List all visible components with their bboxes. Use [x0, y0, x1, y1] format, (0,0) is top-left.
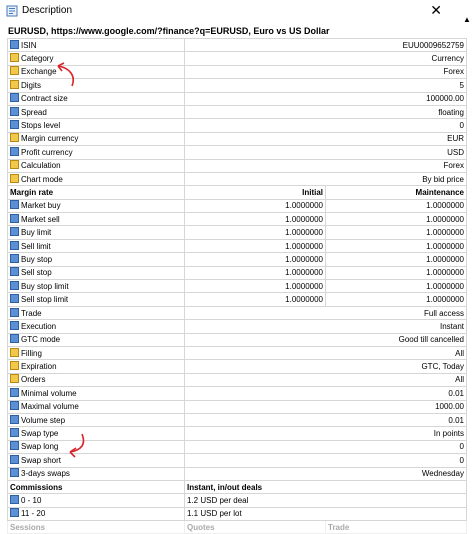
- margin-row: [8, 226, 467, 239]
- property-label: Filling: [21, 348, 42, 358]
- title-bar: [0, 0, 474, 22]
- property-label: Swap short: [21, 455, 62, 465]
- property-value: Instant: [185, 320, 467, 333]
- property-label: Volume step: [21, 415, 66, 425]
- property-value: EUU0009652759: [185, 39, 467, 52]
- commission-row: [8, 507, 467, 520]
- number-property-icon: [10, 93, 19, 102]
- property-name: [8, 226, 185, 239]
- property-row: [8, 373, 467, 386]
- margin-row: [8, 253, 467, 266]
- property-name: [8, 346, 185, 359]
- text-property-icon: [10, 80, 19, 89]
- property-name: [8, 79, 185, 92]
- number-property-icon: [10, 281, 19, 290]
- property-row: [8, 387, 467, 400]
- property-value: 100000.00: [185, 92, 467, 105]
- number-property-icon: [10, 334, 19, 343]
- margin-row: [8, 199, 467, 212]
- property-row: [8, 306, 467, 319]
- property-name: [8, 306, 185, 319]
- number-property-icon: [10, 254, 19, 263]
- property-row: [8, 333, 467, 346]
- property-label: Sell stop limit: [21, 295, 69, 305]
- property-value: floating: [185, 105, 467, 118]
- property-value: All: [185, 346, 467, 359]
- trade-header: Trade: [326, 521, 467, 534]
- property-value: 0: [185, 119, 467, 132]
- property-name: [8, 213, 185, 226]
- maintenance-value: 1.0000000: [326, 280, 467, 293]
- number-property-icon: [10, 415, 19, 424]
- property-label: Market buy: [21, 201, 61, 211]
- property-value: 0: [185, 440, 467, 453]
- text-property-icon: [10, 361, 19, 370]
- annotation-arrow-swaps: [64, 432, 94, 460]
- property-label: Buy stop: [21, 254, 53, 264]
- property-value: Good till cancelled: [185, 333, 467, 346]
- property-value: 5: [185, 79, 467, 92]
- property-name: [8, 373, 185, 386]
- text-property-icon: [10, 53, 19, 62]
- property-name: [8, 360, 185, 373]
- property-value: Wednesday: [185, 467, 467, 480]
- property-name: [8, 400, 185, 413]
- initial-value: 1.0000000: [185, 226, 326, 239]
- property-value: GTC, Today: [185, 360, 467, 373]
- property-value: EUR: [185, 132, 467, 145]
- property-name: [8, 494, 185, 507]
- property-value: By bid price: [185, 172, 467, 185]
- property-row: [8, 346, 467, 359]
- description-icon: [6, 5, 18, 17]
- text-property-icon: [10, 174, 19, 183]
- property-name: [8, 159, 185, 172]
- property-row: [8, 39, 467, 52]
- property-value: 0: [185, 454, 467, 467]
- number-property-icon: [10, 227, 19, 236]
- property-label: Exchange: [21, 67, 57, 77]
- initial-value: 1.0000000: [185, 199, 326, 212]
- margin-row: [8, 293, 467, 306]
- property-label: Spread: [21, 107, 47, 117]
- maintenance-value: 1.0000000: [326, 213, 467, 226]
- property-value: Forex: [185, 159, 467, 172]
- property-name: [8, 320, 185, 333]
- property-name: [8, 132, 185, 145]
- margin-row: [8, 213, 467, 226]
- close-icon[interactable]: ✕: [430, 2, 442, 18]
- number-property-icon: [10, 200, 19, 209]
- property-row: [8, 413, 467, 426]
- property-label: Stops level: [21, 121, 61, 131]
- initial-value: 1.0000000: [185, 213, 326, 226]
- property-name: [8, 266, 185, 279]
- number-property-icon: [10, 241, 19, 250]
- property-name: [8, 39, 185, 52]
- property-label: Execution: [21, 321, 57, 331]
- property-row: [8, 467, 467, 480]
- number-property-icon: [10, 294, 19, 303]
- property-label: ISIN: [21, 40, 37, 50]
- sessions-header: Sessions: [8, 521, 185, 534]
- commission-value: 1.2 USD per deal: [185, 494, 467, 507]
- property-name: [8, 65, 185, 78]
- property-value: Full access: [185, 306, 467, 319]
- number-property-icon: [10, 308, 19, 317]
- property-label: Maximal volume: [21, 402, 79, 412]
- property-name: [8, 253, 185, 266]
- property-name: [8, 440, 185, 453]
- initial-header: Initial: [185, 186, 326, 199]
- initial-value: 1.0000000: [185, 253, 326, 266]
- property-label: Digits: [21, 80, 42, 90]
- property-name: [8, 239, 185, 252]
- scroll-up-icon[interactable]: ▲: [463, 15, 471, 24]
- property-label: Sell stop: [21, 268, 52, 278]
- number-property-icon: [10, 120, 19, 129]
- property-name: [8, 119, 185, 132]
- property-row: [8, 172, 467, 185]
- initial-value: 1.0000000: [185, 280, 326, 293]
- property-label: Profit currency: [21, 147, 73, 157]
- property-row: [8, 400, 467, 413]
- commissions-type: Instant, in/out deals: [185, 480, 467, 493]
- maintenance-value: 1.0000000: [326, 199, 467, 212]
- property-name: [8, 333, 185, 346]
- property-label: 3-days swaps: [21, 469, 70, 479]
- initial-value: 1.0000000: [185, 266, 326, 279]
- margin-row: [8, 266, 467, 279]
- maintenance-value: 1.0000000: [326, 253, 467, 266]
- property-name: [8, 199, 185, 212]
- property-name: [8, 467, 185, 480]
- property-name: [8, 387, 185, 400]
- property-row: [8, 320, 467, 333]
- annotation-arrow-category: [50, 60, 80, 90]
- number-property-icon: [10, 321, 19, 330]
- number-property-icon: [10, 495, 19, 504]
- property-label: 11 - 20: [21, 509, 46, 519]
- commission-value: 1.1 USD per lot: [185, 507, 467, 520]
- margin-header-row: [8, 186, 467, 199]
- property-value: Currency: [185, 52, 467, 65]
- property-row: [8, 146, 467, 159]
- property-value: Forex: [185, 65, 467, 78]
- property-row: [8, 119, 467, 132]
- property-label: Expiration: [21, 362, 57, 372]
- commissions-header-row: [8, 480, 467, 493]
- property-name: [8, 146, 185, 159]
- property-row: [8, 132, 467, 145]
- number-property-icon: [10, 388, 19, 397]
- property-name: [8, 454, 185, 467]
- margin-rate-header: Margin rate: [8, 186, 185, 199]
- maintenance-value: 1.0000000: [326, 226, 467, 239]
- property-label: Buy limit: [21, 228, 52, 238]
- property-row: [8, 92, 467, 105]
- property-row: [8, 360, 467, 373]
- property-label: Buy stop limit: [21, 281, 69, 291]
- property-label: Swap long: [21, 442, 59, 452]
- property-row: [8, 105, 467, 118]
- property-label: Minimal volume: [21, 388, 77, 398]
- property-label: Swap type: [21, 429, 59, 439]
- property-name: [8, 105, 185, 118]
- property-label: Contract size: [21, 94, 68, 104]
- property-value: In points: [185, 427, 467, 440]
- number-property-icon: [10, 107, 19, 116]
- property-row: [8, 159, 467, 172]
- property-label: Trade: [21, 308, 42, 318]
- text-property-icon: [10, 133, 19, 142]
- initial-value: 1.0000000: [185, 293, 326, 306]
- text-property-icon: [10, 66, 19, 75]
- property-value: All: [185, 373, 467, 386]
- window-title: Description: [22, 5, 73, 16]
- margin-row: [8, 239, 467, 252]
- property-name: [8, 280, 185, 293]
- maintenance-value: 1.0000000: [326, 239, 467, 252]
- property-label: 0 - 10: [21, 495, 42, 505]
- property-value: USD: [185, 146, 467, 159]
- quotes-header: Quotes: [185, 521, 326, 534]
- commission-row: [8, 494, 467, 507]
- property-label: Sell limit: [21, 241, 51, 251]
- property-label: Orders: [21, 375, 46, 385]
- property-label: GTC mode: [21, 335, 61, 345]
- maintenance-value: 1.0000000: [326, 293, 467, 306]
- number-property-icon: [10, 508, 19, 517]
- number-property-icon: [10, 428, 19, 437]
- property-value: 0.01: [185, 413, 467, 426]
- number-property-icon: [10, 40, 19, 49]
- number-property-icon: [10, 147, 19, 156]
- number-property-icon: [10, 214, 19, 223]
- maintenance-header: Maintenance: [326, 186, 467, 199]
- property-name: [8, 172, 185, 185]
- maintenance-value: 1.0000000: [326, 266, 467, 279]
- number-property-icon: [10, 267, 19, 276]
- text-property-icon: [10, 348, 19, 357]
- margin-row: [8, 280, 467, 293]
- property-name: [8, 427, 185, 440]
- property-label: Calculation: [21, 161, 61, 171]
- property-name: [8, 92, 185, 105]
- number-property-icon: [10, 455, 19, 464]
- property-label: Category: [21, 54, 54, 64]
- property-label: Chart mode: [21, 174, 63, 184]
- property-name: [8, 293, 185, 306]
- commissions-header: Commissions: [8, 480, 185, 493]
- property-label: Market sell: [21, 214, 60, 224]
- property-name: [8, 413, 185, 426]
- symbol-header: EURUSD, https://www.google.com/?finance?q=EURUSD, Euro vs US Dollar: [8, 26, 330, 36]
- text-property-icon: [10, 160, 19, 169]
- property-name: [8, 52, 185, 65]
- property-value: 0.01: [185, 387, 467, 400]
- number-property-icon: [10, 441, 19, 450]
- property-label: Margin currency: [21, 134, 79, 144]
- number-property-icon: [10, 468, 19, 477]
- text-property-icon: [10, 374, 19, 383]
- number-property-icon: [10, 401, 19, 410]
- property-value: 1000.00: [185, 400, 467, 413]
- initial-value: 1.0000000: [185, 239, 326, 252]
- sessions-header-row: [8, 521, 467, 534]
- property-name: [8, 507, 185, 520]
